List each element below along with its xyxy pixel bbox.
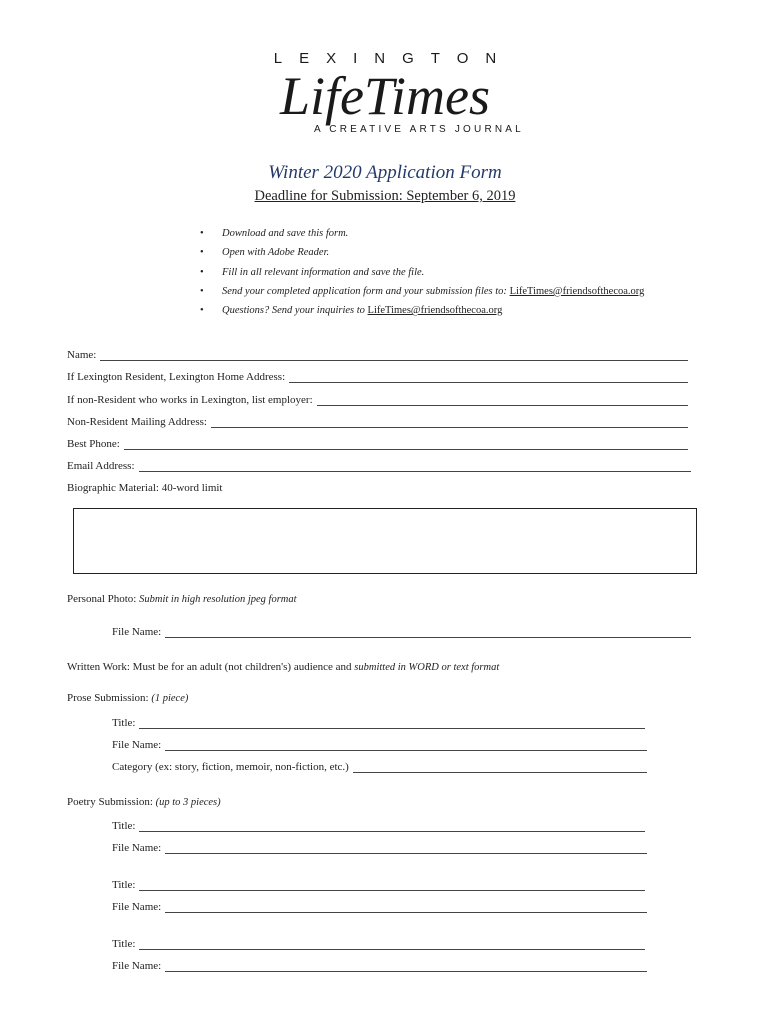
poetry-title-label: Title: xyxy=(112,820,136,832)
poetry-title-label: Title: xyxy=(112,879,136,891)
mailing-address-field[interactable] xyxy=(67,410,688,428)
prose-category-input[interactable] xyxy=(353,761,647,773)
poetry-file-field-1[interactable] xyxy=(112,836,647,854)
prose-file-label: File Name: xyxy=(112,739,162,751)
bullet-icon: • xyxy=(200,247,204,259)
email-link[interactable]: LifeTimes@friendsofthecoa.org xyxy=(509,285,645,297)
poetry-title-field-3[interactable] xyxy=(112,932,645,950)
poetry-file-input-3[interactable] xyxy=(165,960,647,972)
prose-label xyxy=(67,692,188,704)
poetry-label-text: Poetry Submission: xyxy=(67,796,156,808)
instructions-list xyxy=(200,224,644,320)
prose-note: (1 piece) xyxy=(151,693,189,704)
written-work-text: Written Work: Must be for an adult (not children's) audience and xyxy=(67,661,355,673)
lexington-address-label: If Lexington Resident, Lexington Home Address: xyxy=(67,371,286,383)
poetry-file-label: File Name: xyxy=(112,842,162,854)
poetry-title-input-2[interactable] xyxy=(139,879,645,891)
email-field[interactable] xyxy=(67,454,691,472)
employer-input[interactable] xyxy=(317,394,688,406)
poetry-file-label: File Name: xyxy=(112,960,162,972)
instruction-item xyxy=(200,243,644,262)
lexington-address-field[interactable] xyxy=(67,365,688,383)
bullet-icon: • xyxy=(200,266,204,278)
written-work-note: submitted in WORD or text format xyxy=(354,662,500,673)
poetry-title-label: Title: xyxy=(112,938,136,950)
prose-title-field[interactable] xyxy=(112,711,645,729)
instruction-item xyxy=(200,282,644,301)
bullet-icon: • xyxy=(200,305,204,317)
photo-label-text: Personal Photo: xyxy=(67,593,140,605)
poetry-file-field-2[interactable] xyxy=(112,895,647,913)
poetry-file-input-2[interactable] xyxy=(165,901,647,913)
name-field[interactable] xyxy=(67,343,688,361)
form-title: Winter 2020 Application Form xyxy=(268,162,502,183)
prose-category-field[interactable] xyxy=(112,755,647,773)
prose-file-input[interactable] xyxy=(165,739,647,751)
instruction-text: Download and save this form. xyxy=(222,228,349,239)
poetry-title-field-1[interactable] xyxy=(112,814,645,832)
instruction-item xyxy=(200,301,644,320)
mailing-address-input[interactable] xyxy=(211,416,688,428)
phone-input[interactable] xyxy=(124,438,688,450)
poetry-title-input-3[interactable] xyxy=(139,938,645,950)
instruction-text: Send your completed application form and your submission files to: xyxy=(222,285,510,297)
photo-label xyxy=(67,593,297,605)
prose-title-label: Title: xyxy=(112,717,136,729)
deadline: Deadline for Submission: September 6, 2019 xyxy=(254,188,516,204)
bio-textarea[interactable] xyxy=(73,508,697,574)
photo-note: Submit in high resolution jpeg format xyxy=(139,594,297,605)
employer-label: If non-Resident who works in Lexington, list employer: xyxy=(67,394,313,406)
prose-title-input[interactable] xyxy=(139,717,645,729)
instruction-item xyxy=(200,224,644,243)
email-label: Email Address: xyxy=(67,460,135,472)
logo-tagline: A CREATIVE ARTS JOURNAL xyxy=(314,124,524,135)
bio-label: Biographic Material: 40-word limit xyxy=(67,482,223,494)
photo-file-label: File Name: xyxy=(112,626,162,638)
poetry-title-input-1[interactable] xyxy=(139,820,645,832)
prose-label-text: Prose Submission: xyxy=(67,692,152,704)
lexington-address-input[interactable] xyxy=(289,371,688,383)
phone-field[interactable] xyxy=(67,432,688,450)
instruction-text: Questions? Send your inquiries to xyxy=(222,305,368,317)
instruction-text: Fill in all relevant information and save the file. xyxy=(222,266,425,278)
photo-file-input[interactable] xyxy=(165,626,691,638)
inquiry-email-link[interactable]: LifeTimes@friendsofthecoa.org xyxy=(367,305,503,317)
mailing-address-label: Non-Resident Mailing Address: xyxy=(67,416,207,428)
poetry-label xyxy=(67,796,221,808)
employer-field[interactable] xyxy=(67,388,688,406)
photo-file-field[interactable] xyxy=(112,620,691,638)
poetry-note: (up to 3 pieces) xyxy=(155,797,221,808)
bullet-icon: • xyxy=(200,285,204,297)
instruction-item xyxy=(200,263,644,282)
logo-lexington: LEXINGTON xyxy=(273,50,514,67)
phone-label: Best Phone: xyxy=(67,438,120,450)
name-input[interactable] xyxy=(100,349,688,361)
name-label: Name: xyxy=(67,349,97,361)
email-input[interactable] xyxy=(139,460,691,472)
poetry-file-input-1[interactable] xyxy=(165,842,647,854)
logo-lifetimes: LifeTimes xyxy=(279,66,491,126)
poetry-file-label: File Name: xyxy=(112,901,162,913)
prose-category-label: Category (ex: story, fiction, memoir, non-fiction, etc.) xyxy=(112,761,349,773)
written-work-label xyxy=(67,661,499,673)
poetry-file-field-3[interactable] xyxy=(112,954,647,972)
instruction-text: Open with Adobe Reader. xyxy=(222,247,330,259)
poetry-title-field-2[interactable] xyxy=(112,873,645,891)
bullet-icon: • xyxy=(200,228,204,239)
prose-file-field[interactable] xyxy=(112,733,647,751)
